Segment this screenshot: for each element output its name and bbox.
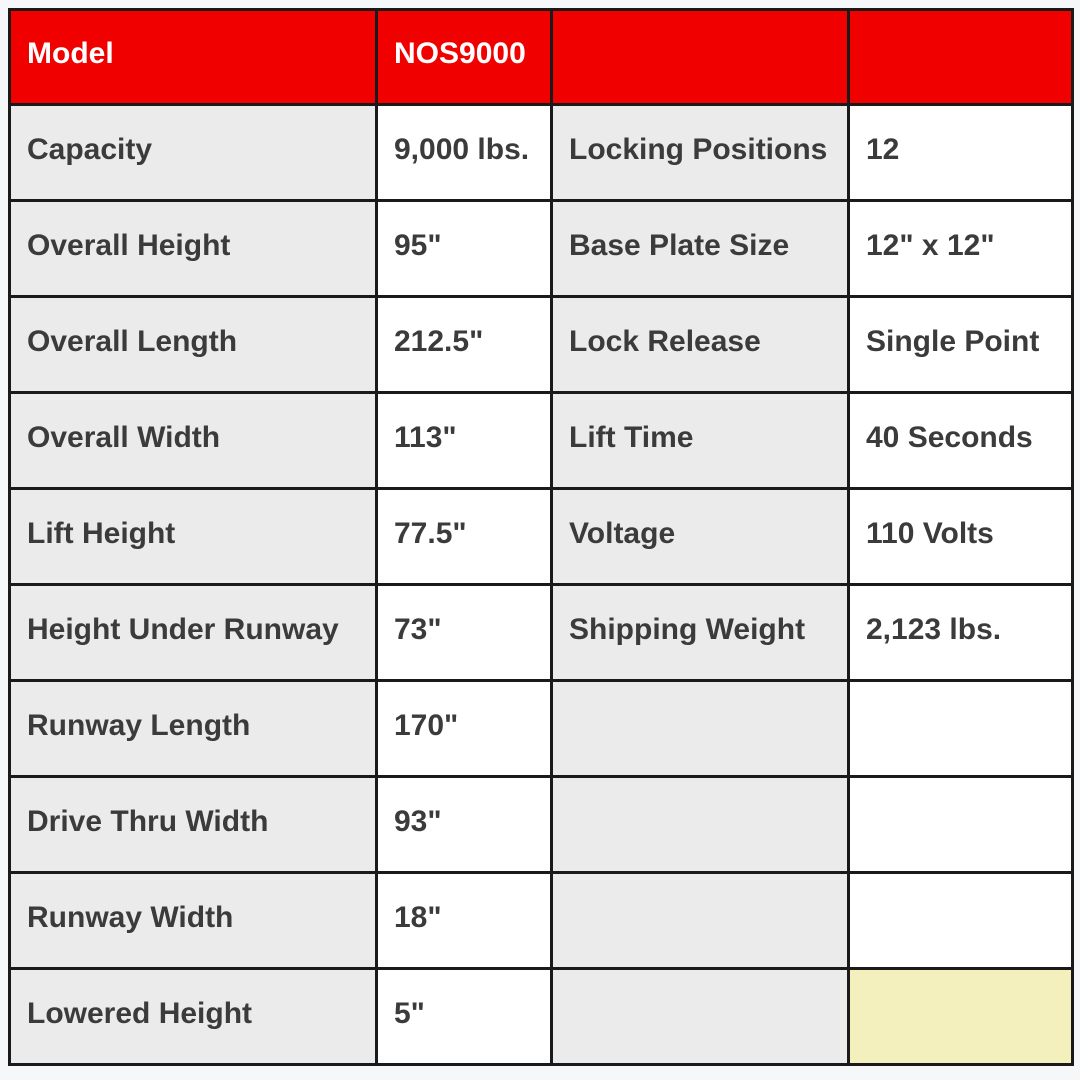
value-cell: 113" [377,393,552,489]
value-cell: 73" [377,585,552,681]
value-cell: 12" x 12" [849,201,1073,297]
label-cell [552,873,849,969]
value-cell: 12 [849,105,1073,201]
value-cell: 9,000 lbs. [377,105,552,201]
value-cell [849,873,1073,969]
header-model-cell: Model [10,10,377,105]
value-cell: 18" [377,873,552,969]
value-cell: Single Point [849,297,1073,393]
table-row-runway-length [10,681,1073,777]
value-cell: 77.5" [377,489,552,585]
table-row-capacity [10,105,1073,201]
table-row-height-under-runway [10,585,1073,681]
value-cell: 170" [377,681,552,777]
label-cell: Overall Length [10,297,377,393]
value-cell: 212.5" [377,297,552,393]
label-cell: Shipping Weight [552,585,849,681]
value-cell: 5" [377,969,552,1065]
label-cell: Lift Time [552,393,849,489]
label-cell [552,969,849,1065]
label-cell: Overall Height [10,201,377,297]
table-row-overall-height [10,201,1073,297]
label-cell: Voltage [552,489,849,585]
table-header-row [10,10,1073,105]
value-cell: 2,123 lbs. [849,585,1073,681]
label-cell: Locking Positions [552,105,849,201]
table-row-lowered-height [10,969,1073,1065]
label-cell: Overall Width [10,393,377,489]
label-cell [552,777,849,873]
value-cell: 93" [377,777,552,873]
table-row-overall-length [10,297,1073,393]
value-cell [849,777,1073,873]
value-cell: 110 Volts [849,489,1073,585]
value-cell: 95" [377,201,552,297]
spec-table [8,8,1074,1066]
header-empty-cell-2 [849,10,1073,105]
table-row-overall-width [10,393,1073,489]
label-cell: Lift Height [10,489,377,585]
label-cell: Lowered Height [10,969,377,1065]
label-cell [552,681,849,777]
label-cell: Runway Width [10,873,377,969]
label-cell: Drive Thru Width [10,777,377,873]
value-cell: 40 Seconds [849,393,1073,489]
label-cell: Height Under Runway [10,585,377,681]
label-cell: Base Plate Size [552,201,849,297]
header-empty-cell-1 [552,10,849,105]
highlighted-empty-cell [849,969,1073,1065]
label-cell: Capacity [10,105,377,201]
label-cell: Runway Length [10,681,377,777]
table-row-runway-width [10,873,1073,969]
table-row-lift-height [10,489,1073,585]
value-cell [849,681,1073,777]
header-model-number-cell: NOS9000 [377,10,552,105]
table-row-drive-thru-width [10,777,1073,873]
label-cell: Lock Release [552,297,849,393]
